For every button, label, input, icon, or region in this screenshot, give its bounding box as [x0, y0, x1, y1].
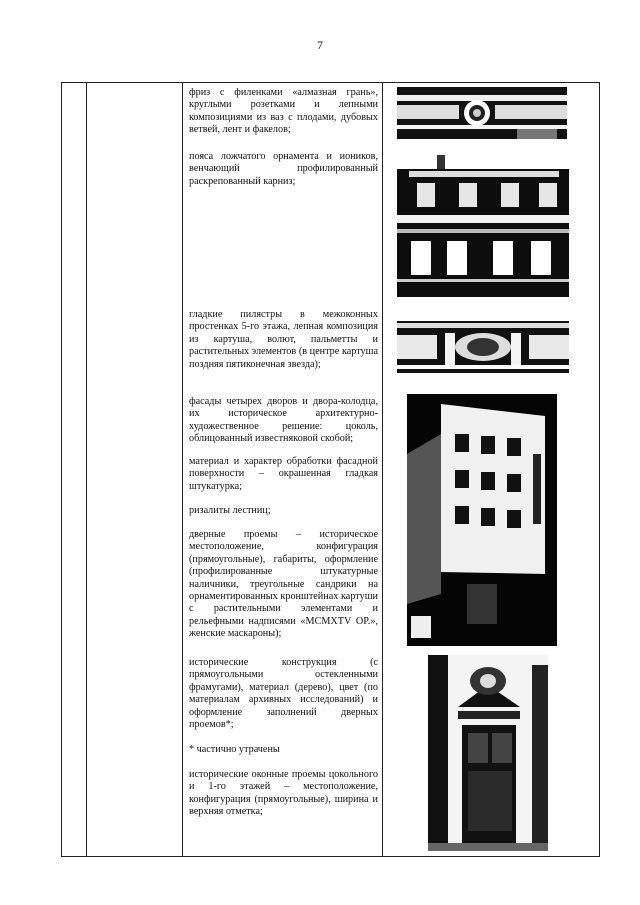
paragraph-door-fillings: исторические конструкция (с прямоугольными остекленными фрамугами), материал (дерево), цвет (по материалам архивных исследований) и оформление заполнений дверных проемов*; [189, 657, 378, 731]
column-divider [382, 83, 383, 856]
footnote-partially-lost: * частично утрачены [189, 744, 280, 755]
column-divider [182, 83, 183, 856]
paragraph-window-openings: исторические оконные проемы цокольного и 1-го этажей – местоположение, конфигурация (прямоугольные), ширина и верхняя отметка; [189, 769, 378, 818]
doorway-portal-photo [428, 655, 548, 851]
page-number: 7 [317, 38, 323, 52]
frieze-rosette-photo [397, 87, 567, 139]
paragraph-frieze: фриз с филенками «алмазная грань», круглыми розетками и лепными композициями из ваз с плодами, дубовых ветвей, лент и факелов; [189, 87, 378, 136]
monument-features-table [61, 82, 600, 857]
paragraph-pilasters: гладкие пилястры в межоконных простенках 5-го этажа, лепная композиция из картуша, волют, пальметты и растительных элементов (в центре картуша поздняя пятиконечная звезда); [189, 309, 378, 370]
paragraph-stair-risalits: ризалиты лестниц; [189, 505, 271, 516]
facade-cornice-photo [397, 151, 569, 297]
pilaster-cartouche-photo [397, 321, 569, 373]
paragraph-door-openings: дверные проемы – историческое местоположение, конфигурация (прямоугольные), габариты, оформление (профилированные штукатурные наличники, треугольные сандрики на орнаментированных кронштейнах картуши с растительными элементами и рельефными надписями «MCMXTV OP.», женские маскароны); [189, 529, 378, 640]
paragraph-courtyard-facades: фасады четырех дворов и двора-колодца, их историческое архитектурно-художественное решение: цоколь, облицованный известняковой скобой; [189, 396, 378, 445]
courtyard-facade-photo [407, 394, 557, 646]
column-divider [86, 83, 87, 856]
paragraph-cornice: пояса ложчатого орнамента и иоников, венчающий профилированный раскрепованный карниз; [189, 151, 378, 187]
paragraph-surface-finish: материал и характер обработки фасадной поверхности – окрашенная гладкая штукатурка; [189, 456, 378, 492]
